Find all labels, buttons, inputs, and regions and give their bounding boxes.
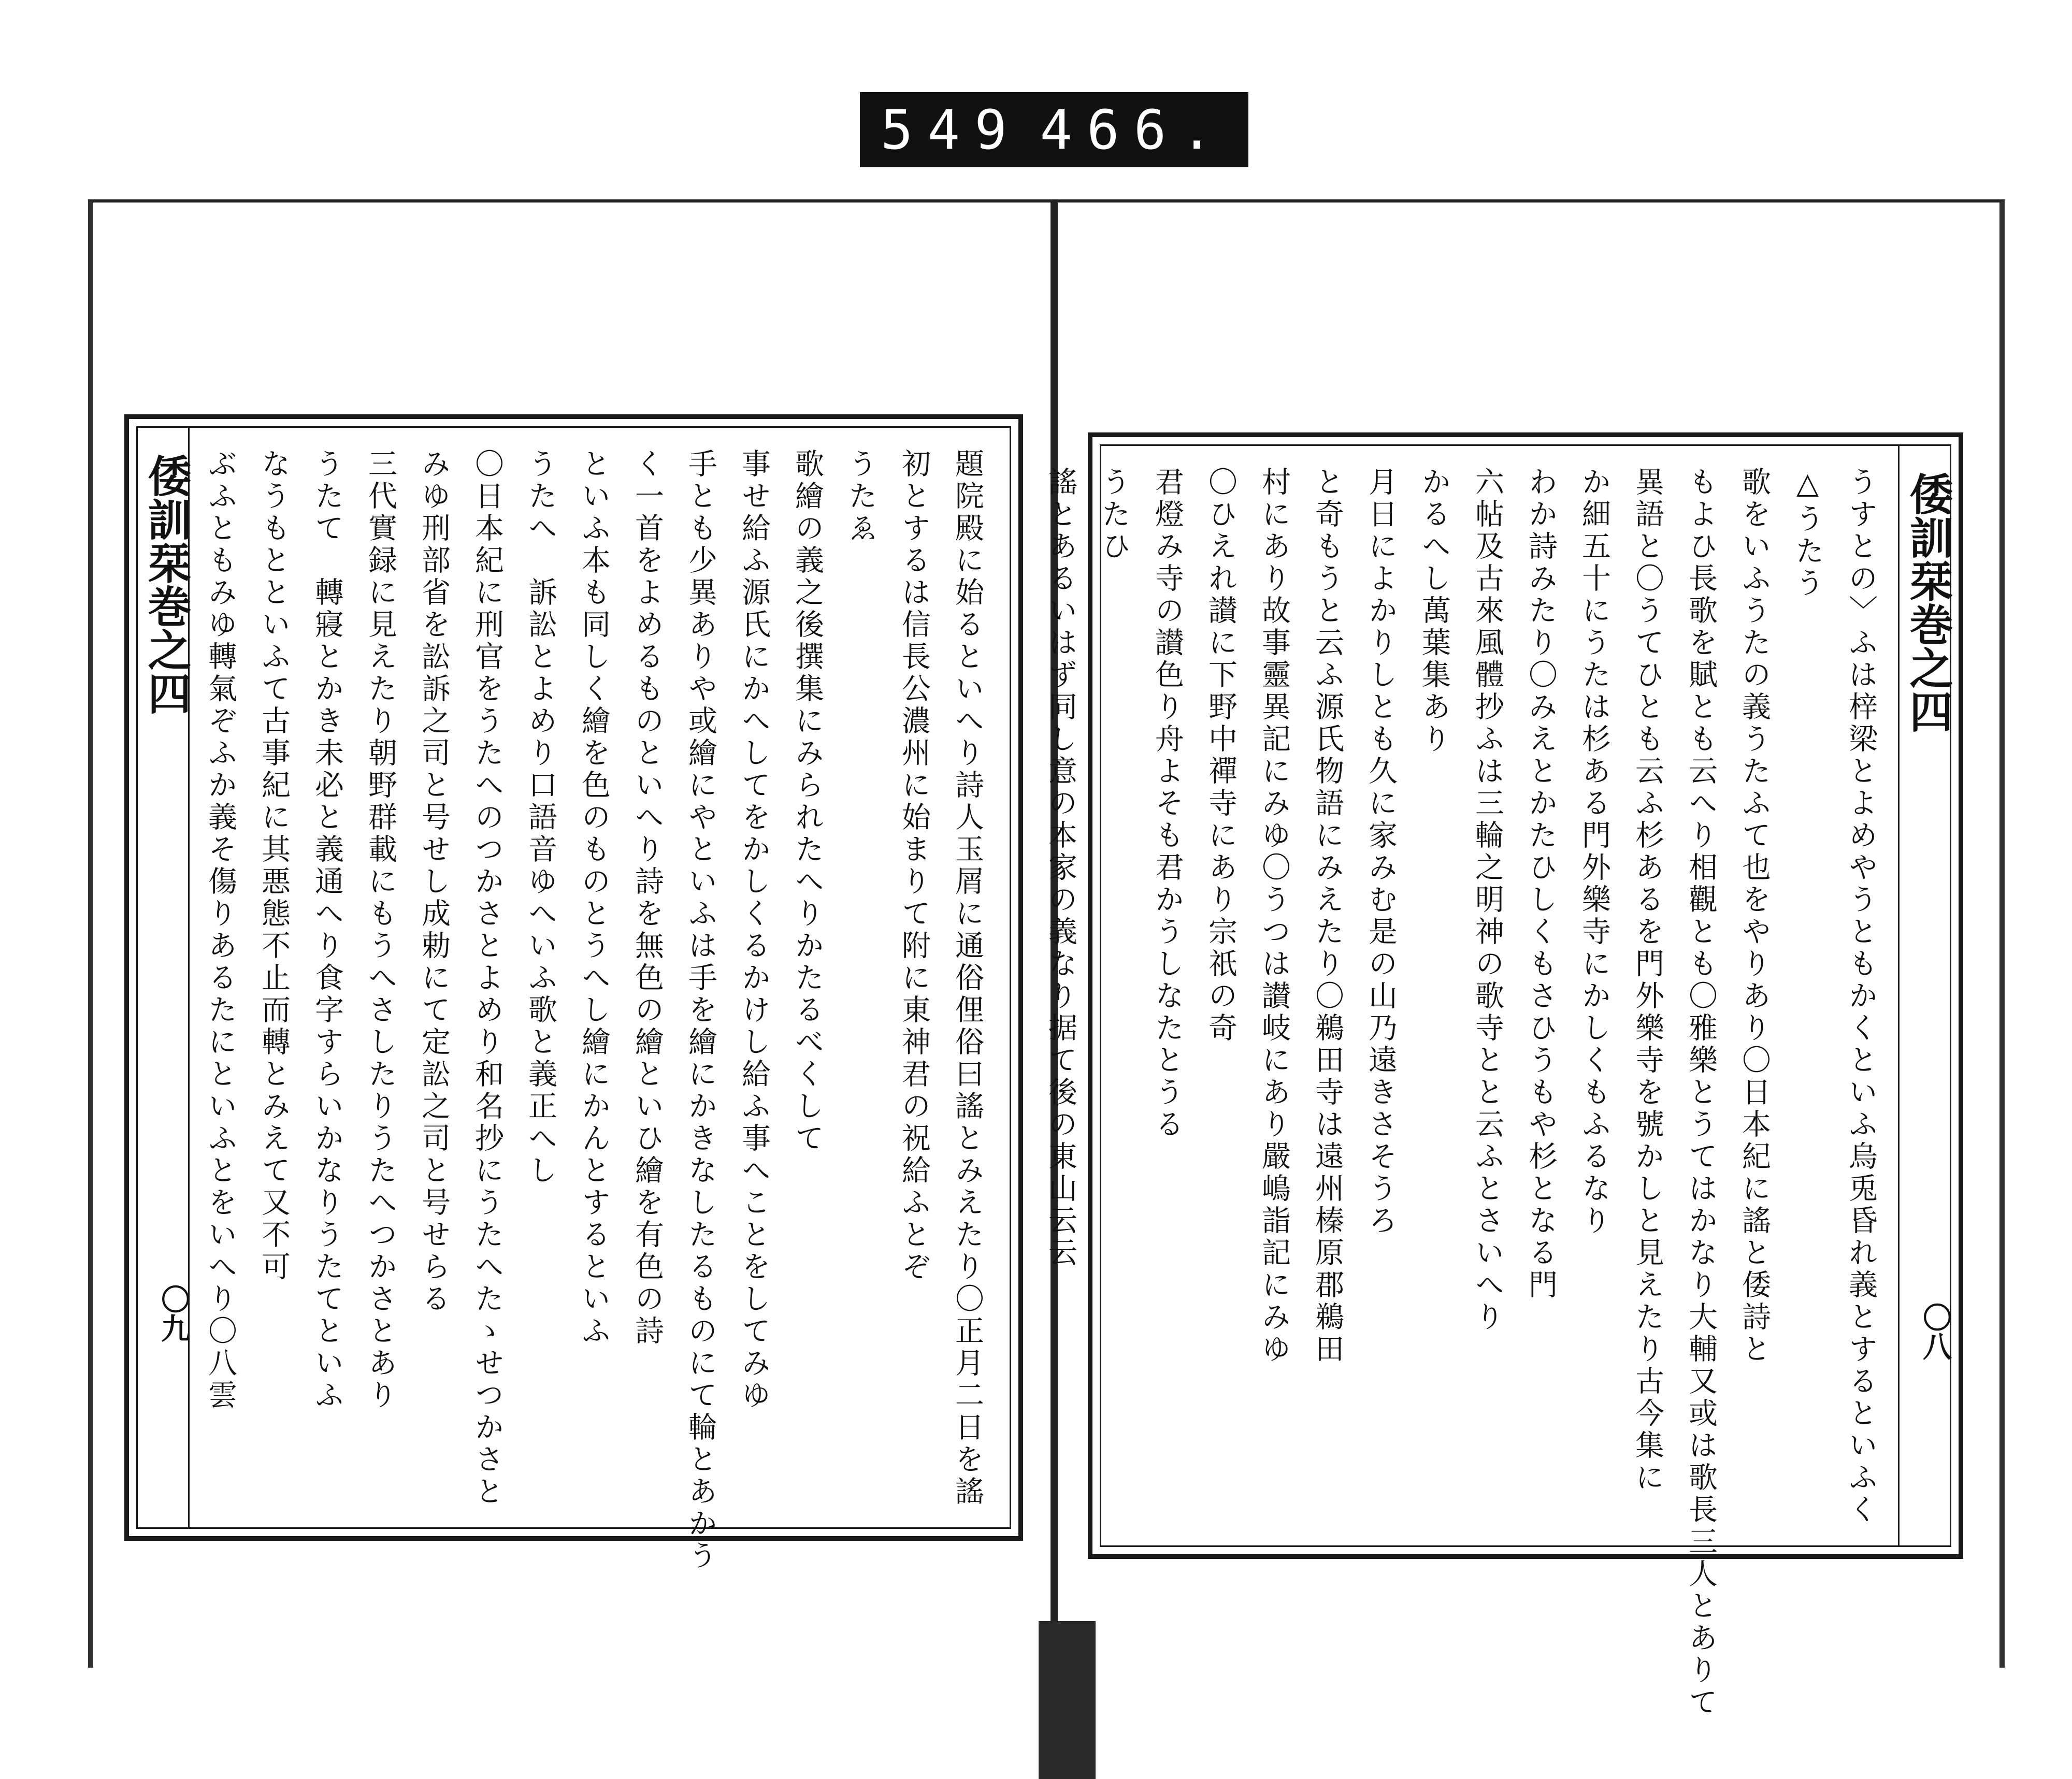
text-line: △うたう [1791, 467, 1824, 600]
text-line: く一首をよめるものといへり詩を無色の繪といひ繪を有色の詩 [630, 449, 664, 1348]
text-line: 月日によかりしとも久に家みむ是の山乃遠きさそうろ [1364, 467, 1398, 1237]
left-page-text [200, 449, 994, 1572]
text-line: 題院殿に始るといへり詩人玉屑に通俗俚俗曰謠とみえたり〇正月二日を謠 [951, 449, 984, 1508]
text-line: なうもとといふて古事紀に其悪態不止而轉とみえて又不可 [257, 449, 291, 1283]
scan-label-right-number: 466. [1040, 98, 1228, 162]
text-line: 三代實録に見えたり朝野群載にもうへさしたりうたへつかさとあり [364, 449, 397, 1412]
text-line: 初とするは信長公濃州に始まりて附に東神君の祝給ふとぞ [897, 449, 931, 1283]
left-page-frame [124, 414, 1023, 1572]
right-page-number: 〇八 [1918, 1303, 1952, 1361]
text-line: 事せ給ふ源氏にかへしてをかしくるかけし給ふ事へことをしてみゆ [737, 449, 771, 1412]
text-line: と奇もうと云ふ源氏物語にみえたり〇鵜田寺は遠州榛原郡鵜田 [1311, 467, 1344, 1366]
text-line: 歌繪の義之後撰集にみられたへりかたるべくして [790, 449, 824, 1155]
text-line: かるへし萬葉集あり [1417, 467, 1451, 756]
text-line: といふ本も同しく繪を色のものとうへし繪にかんとするといふ [577, 449, 611, 1348]
left-header-title: 倭訓栞 [141, 454, 192, 584]
text-line: 村にあり故事靈異記にみゆ〇うつは讃岐にあり嚴嶋詣記にみゆ [1257, 467, 1291, 1366]
text-line: 手とも少異ありや或繪にやといふは手を繪にかきなしたるものにて輪とあかう [684, 449, 717, 1572]
text-line: 君燈み寺の讃色り舟よそも君かうしなたとうる [1150, 467, 1184, 1141]
right-page-frame [1044, 432, 1963, 1719]
text-line: うたへ 訴訟とよめり口語音ゆへいふ歌と義正へし [524, 449, 557, 1187]
text-line: うたひ [1097, 467, 1131, 563]
scan-label-left-number: 549 [881, 98, 1021, 162]
text-line: 六帖及古來風體抄ふは三輪之明神の歌寺とと云ふとさいへり [1471, 467, 1504, 1334]
right-page-inner-border [1044, 444, 1954, 1719]
left-header-volume: 巻之四 [141, 584, 192, 715]
bookmark-tassel [1039, 1621, 1096, 1779]
text-line: 歌をいふうたの義うたふて也をやりあり〇日本紀に謠と倭詩と [1737, 467, 1771, 1366]
text-line: ぶふともみゆ轉氣ぞふか義そ傷りあるたにといふとをいへり〇八雲 [204, 449, 237, 1412]
text-line: 〇日本紀に刑官をうたへのつかさとよめり和名抄にうたへたゝせつかさと [470, 449, 504, 1508]
text-line: か細五十にうたは杉ある門外樂寺にかしくもふるなり [1577, 467, 1611, 1237]
right-page-text [1044, 467, 1888, 1719]
right-header-volume: 巻之四 [1903, 602, 1954, 733]
text-line: 異語と〇うてひとも云ふ杉あるを門外樂寺を號かしと見えたり古今集に [1631, 467, 1664, 1494]
left-page-number: 〇九 [156, 1284, 191, 1342]
right-header-title: 倭訓栞 [1903, 472, 1954, 602]
archive-scan-label [860, 92, 1248, 167]
text-line: 謠とあるいはず同し意の本家の義なり据て後の東山云云 [1044, 467, 1077, 1269]
text-line: うすとの〉ふは梓梁とよめやうともかくといふ烏兎昏れ義とするといふく [1844, 467, 1878, 1526]
text-line: もよひ長歌を賦とも云へり相觀とも〇雅樂とうてはかなり大輔又或は歌長三人とありて [1684, 467, 1718, 1719]
text-line: みゆ刑部省を訟訴之司と号せし成勅にて定訟之司と号せらる [417, 449, 451, 1315]
text-line: うたゑ [844, 449, 877, 545]
text-line: 〇ひえれ讃に下野中禪寺にあり宗祇の奇 [1204, 467, 1238, 1045]
left-page-inner-border [136, 426, 1011, 1572]
text-line: うたて 轉寢とかき未必と義通へり食字すらいかなりうたてといふ [310, 449, 344, 1412]
text-line: わか詩みたり〇みえとかたひしくもさひうもや杉となる門 [1524, 467, 1558, 1301]
left-page-header [138, 428, 190, 1527]
right-page-header [1898, 446, 1954, 1545]
